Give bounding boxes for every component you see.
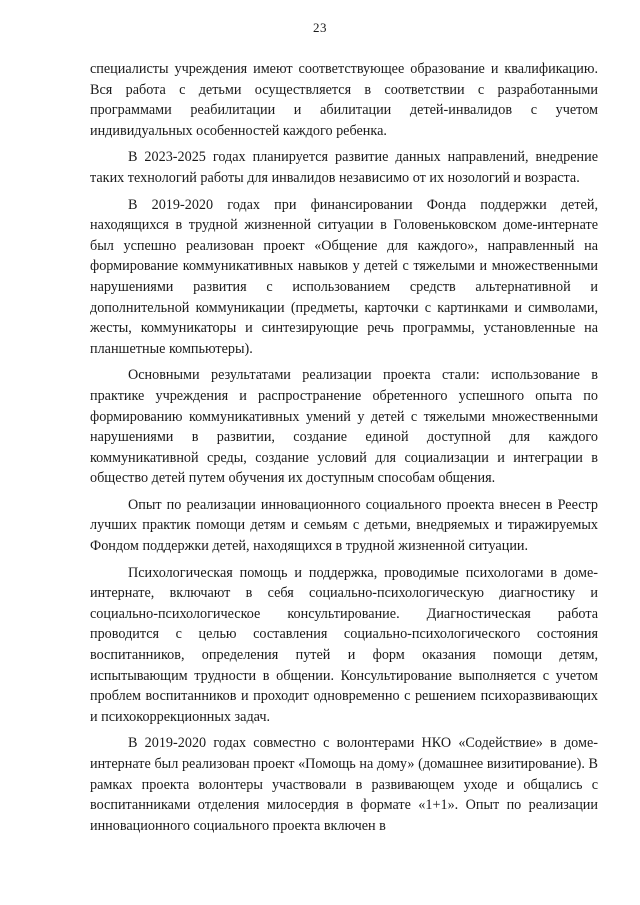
paragraph-continuation: специалисты учреждения имеют соответствующее образование и квалификацию. Вся работа с детьми осуществляется в соответствии с разработанными программами реабилитации и абилитации детей-инвалидов с учетом индивидуальных особенностей каждого ребенка. [90, 61, 598, 139]
paragraph-plans-2023-2025: В 2023-2025 годах планируется развитие данных направлений, внедрение таких технологий работы для инвалидов независимо от их нозологий и возраста. [90, 149, 598, 186]
paragraph-project-results: Основными результатами реализации проекта стали: использование в практике учреждения и распространение обретенного успешного опыта по формированию коммуникативных умений у детей с тяжелыми множественными нарушениями в развитии, создание единой доступной для каждого коммуникативной среды, создание условий для социализации и интеграции в общество детей путем обучения их доступным способам общения. [90, 367, 598, 487]
page-number: 23 [313, 20, 327, 35]
paragraph-psychological-support: Психологическая помощь и поддержка, проводимые психологами в доме-интернате, включают в себя социально-психологическую диагностику и социально-психологическое консультирование. Диагностическая работа проводится с целью составления социально-психологического состояния воспитанников, определения путей и форм оказания помощи детям, испытывающим трудности в общении. Консультирование выполняется с учетом проблем воспитанников и проходит одновременно с решением психоразвивающих и психокоррекционных задач. [90, 564, 598, 725]
paragraph-project-communication: В 2019-2020 годах при финансировании Фонда поддержки детей, находящихся в трудной жизненной ситуации в Головеньковском доме-интернате был успешно реализован проект «Общение для каждого», направленный на формирование коммуникативных навыков у детей с тяжелыми и множественными нарушениями развития с использованием средств альтернативной и дополнительной коммуникации (предметы, карточки с картинками и символами, жесты, коммуникаторы и синтезирующие речь программы, установленные на планшетные компьютеры). [90, 196, 598, 357]
body-text [90, 59, 598, 842]
paragraph-volunteer-project: В 2019-2020 годах совместно с волонтерами НКО «Содействие» в доме-интернате был реализован проект «Помощь на дому» (домашнее визитирование). В рамках проекта волонтеры участвовали в развивающем уходе и общались с воспитанниками отделения милосердия в формате «1+1». Опыт по реализации инновационного социального проекта включен в [90, 735, 598, 834]
paragraph-best-practices-registry: Опыт по реализации инновационного социального проекта внесен в Реестр лучших практик помощи детям и семьям с детьми, внедряемых и тиражируемых Фондом поддержки детей, находящихся в трудной жизненной ситуации. [90, 496, 598, 555]
